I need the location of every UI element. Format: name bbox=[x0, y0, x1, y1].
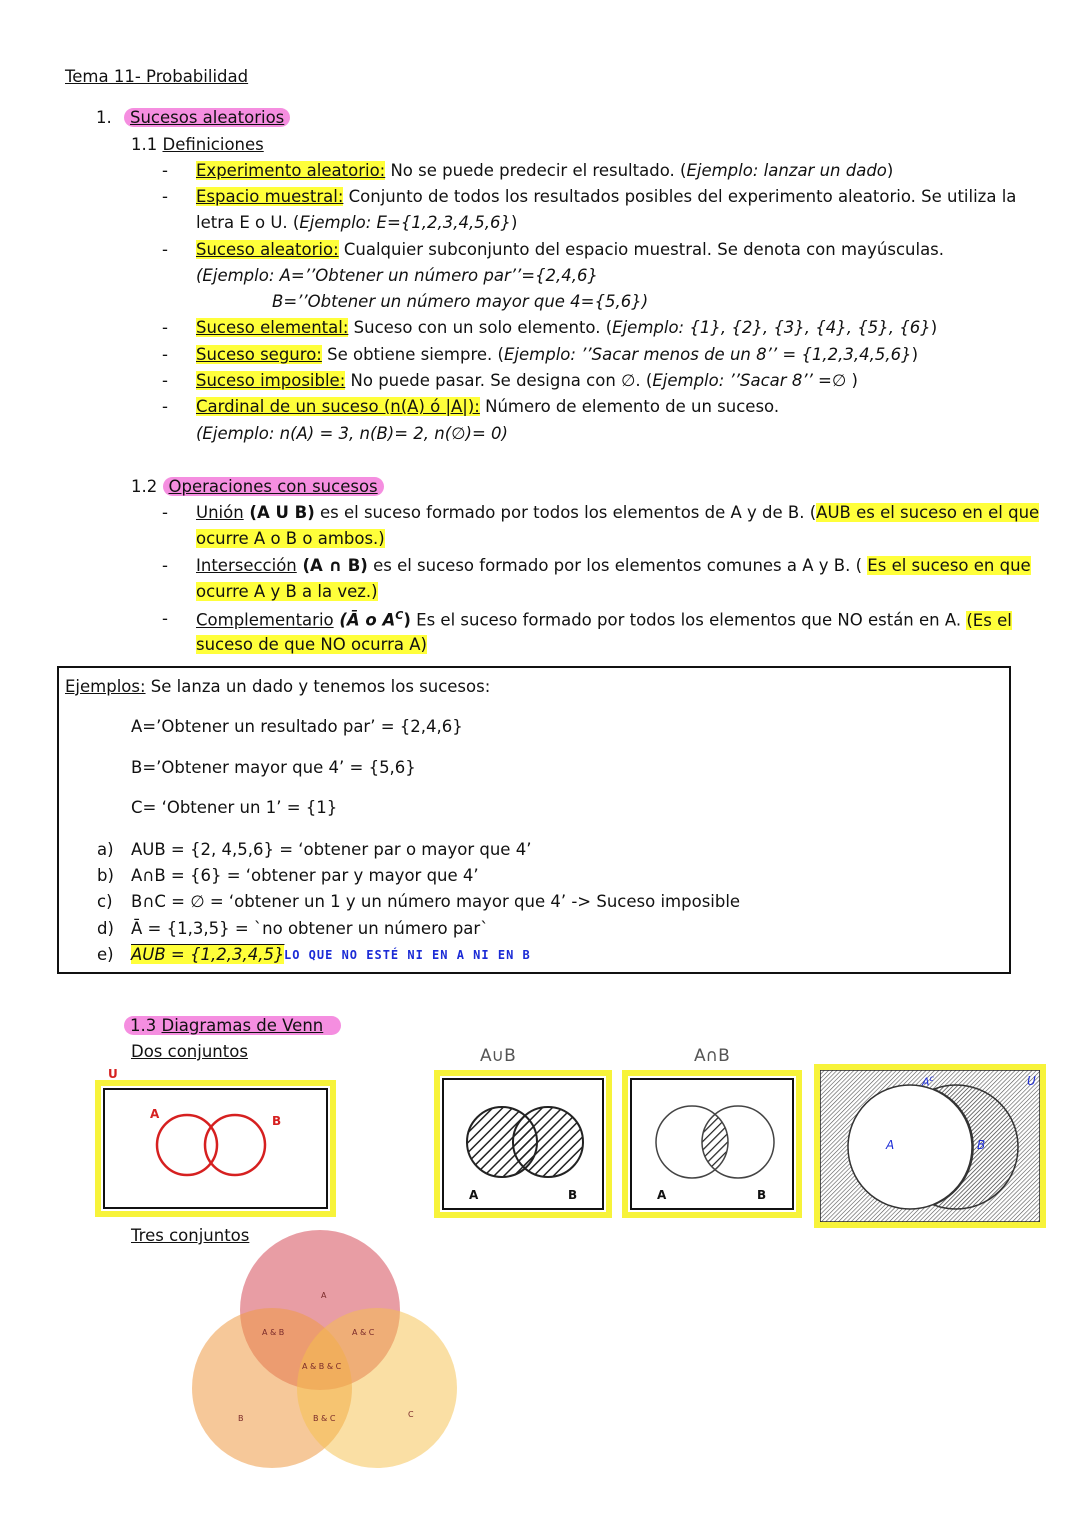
def-cardinal: Cardinal de un suceso (n(A) ó |A|): Número de elemento de un suceso. bbox=[196, 397, 780, 416]
ejemplo-A: A=’Obtener un resultado par’ = {2,4,6} bbox=[131, 717, 463, 736]
ejemplo-item: AUB = {1,2,3,4,5} bbox=[131, 945, 285, 964]
subsection-1-3: 1.3 Diagramas de Venn bbox=[124, 1016, 341, 1035]
op-inter: Intersección (A ∩ B) es el suceso formado por los elementos comunes a A y B. ( Es el suceso en que bbox=[196, 556, 1031, 575]
three-label-a: A bbox=[321, 1291, 327, 1300]
comp-b-label: B bbox=[977, 1138, 986, 1152]
venn-inter-diagram bbox=[650, 1100, 785, 1190]
comp-circle-a bbox=[848, 1085, 972, 1209]
three-label-bc: B & C bbox=[313, 1414, 336, 1423]
ejemplo-item-label: e) bbox=[97, 945, 114, 964]
set-a-label: A bbox=[150, 1107, 160, 1121]
bullet-dash: - bbox=[162, 556, 168, 575]
section-1-number: 1. bbox=[96, 108, 112, 127]
venn-two-diagram bbox=[150, 1105, 280, 1185]
ejemplo-item-label: c) bbox=[97, 892, 113, 911]
three-label-b: B bbox=[238, 1414, 244, 1423]
three-label-ac: A & C bbox=[352, 1328, 375, 1337]
def-imposible: Suceso imposible: No puede pasar. Se designa con ∅. (Ejemplo: ’’Sacar 8’’ =∅ ) bbox=[196, 371, 858, 390]
venn-three-diagram bbox=[190, 1228, 465, 1473]
def-seguro: Suceso seguro: Se obtiene siempre. (Ejemplo: ’’Sacar menos de un 8’’ = {1,2,3,4,5,6}) bbox=[196, 345, 919, 364]
bullet-dash: - bbox=[162, 345, 168, 364]
ejemplos-intro: Ejemplos: Se lanza un dado y tenemos los sucesos: bbox=[65, 677, 491, 696]
inter-b-label: B bbox=[757, 1188, 767, 1202]
union-a-label: A bbox=[469, 1188, 479, 1202]
def-cardinal-ex: (Ejemplo: n(A) = 3, n(B)= 2, n(∅)= 0) bbox=[196, 424, 508, 443]
bullet-dash: - bbox=[162, 371, 168, 390]
union-circle-b bbox=[513, 1107, 583, 1177]
op-comp: Complementario (Ā o $A^C$) Es el suceso formado por todos los elementos que NO están en A. (Es el bbox=[196, 609, 1012, 630]
three-label-c: C bbox=[408, 1410, 414, 1419]
def-espacio: Espacio muestral: Conjunto de todos los resultados posibles del experimento aleatorio. Se utiliza la bbox=[196, 187, 1017, 206]
ejemplo-B: B=’Obtener mayor que 4’ = {5,6} bbox=[131, 758, 416, 777]
ejemplo-item: B∩C = ∅ = ‘obtener un 1 y un número mayor que 4’ -> Suceso imposible bbox=[131, 892, 741, 911]
comp-ac-label: $A^c$ bbox=[922, 1074, 934, 1089]
def-espacio-line2: letra E o U. (Ejemplo: E={1,2,3,4,5,6}) bbox=[196, 213, 518, 232]
def-experimento: Experimento aleatorio: No se puede predecir el resultado. (Ejemplo: lanzar un dado) bbox=[196, 161, 894, 180]
subsection-1-2: 1.2 Operaciones con sucesos bbox=[131, 477, 384, 496]
op-union-line2: ocurre A o B o ambos.) bbox=[196, 529, 385, 548]
ejemplo-item: A∩B = {6} = ‘obtener par y mayor que 4’ bbox=[131, 866, 479, 885]
ejemplo-item-label: d) bbox=[97, 919, 114, 938]
dos-conjuntos-label: Dos conjuntos bbox=[131, 1042, 248, 1061]
bullet-dash: - bbox=[162, 187, 168, 206]
bullet-dash: - bbox=[162, 318, 168, 337]
op-comp-line2: suceso de que NO ocurra A) bbox=[196, 635, 427, 654]
def-suceso-ex1: (Ejemplo: A=’’Obtener un número par’’={2,4,6} bbox=[196, 266, 599, 285]
set-b-label: B bbox=[272, 1114, 282, 1128]
def-elemental: Suceso elemental: Suceso con un solo elemento. (Ejemplo: {1}, {2}, {3}, {4}, {5}, {6}) bbox=[196, 318, 938, 337]
venn-comp-diagram bbox=[820, 1070, 1040, 1222]
section-1-heading: Sucesos aleatorios bbox=[124, 108, 290, 127]
ejemplo-item-label: b) bbox=[97, 866, 114, 885]
bullet-dash: - bbox=[162, 503, 168, 522]
set-a-circle bbox=[157, 1115, 217, 1175]
union-title: A∪B bbox=[480, 1046, 516, 1066]
op-inter-line2: ocurre A y B a la vez.) bbox=[196, 582, 378, 601]
bullet-dash: - bbox=[162, 161, 168, 180]
ejemplo-item-label: a) bbox=[97, 840, 114, 859]
op-union: Unión (A U B) es el suceso formado por todos los elementos de A y de B. (AUB es el suceso en el que bbox=[196, 503, 1040, 522]
bullet-dash: - bbox=[162, 397, 168, 416]
universe-label: U bbox=[108, 1067, 118, 1081]
union-b-label: B bbox=[568, 1188, 578, 1202]
inter-title: A∩B bbox=[694, 1046, 730, 1066]
three-circle-c bbox=[297, 1308, 457, 1468]
set-b-circle bbox=[205, 1115, 265, 1175]
venn-union-diagram bbox=[460, 1100, 590, 1190]
bullet-dash: - bbox=[162, 240, 168, 259]
subsection-1-1: 1.1 Definiciones bbox=[131, 135, 264, 154]
page-title: Tema 11- Probabilidad bbox=[65, 67, 249, 86]
ejemplo-item: AUB = {2, 4,5,6} = ‘obtener par o mayor que 4’ bbox=[131, 840, 532, 859]
comp-a-label: A bbox=[886, 1138, 895, 1152]
comp-u-label: U bbox=[1027, 1074, 1036, 1088]
bullet-dash: - bbox=[162, 609, 168, 628]
ejemplo-C: C= ‘Obtener un 1’ = {1} bbox=[131, 798, 338, 817]
ejemplo-item: Ā = {1,3,5} = `no obtener un número par` bbox=[131, 919, 489, 938]
handwritten-note: LO QUE NO ESTÉ NI EN A NI EN B bbox=[284, 948, 531, 962]
tres-conjuntos-label: Tres conjuntos bbox=[131, 1226, 250, 1245]
def-suceso-ex2: B=’’Obtener un número mayor que 4={5,6}) bbox=[272, 292, 649, 311]
three-label-abc: A & B & C bbox=[302, 1362, 342, 1371]
inter-a-label: A bbox=[657, 1188, 667, 1202]
three-label-ab: A & B bbox=[262, 1328, 285, 1337]
def-suceso: Suceso aleatorio: Cualquier subconjunto del espacio muestral. Se denota con mayúsculas. bbox=[196, 240, 945, 259]
